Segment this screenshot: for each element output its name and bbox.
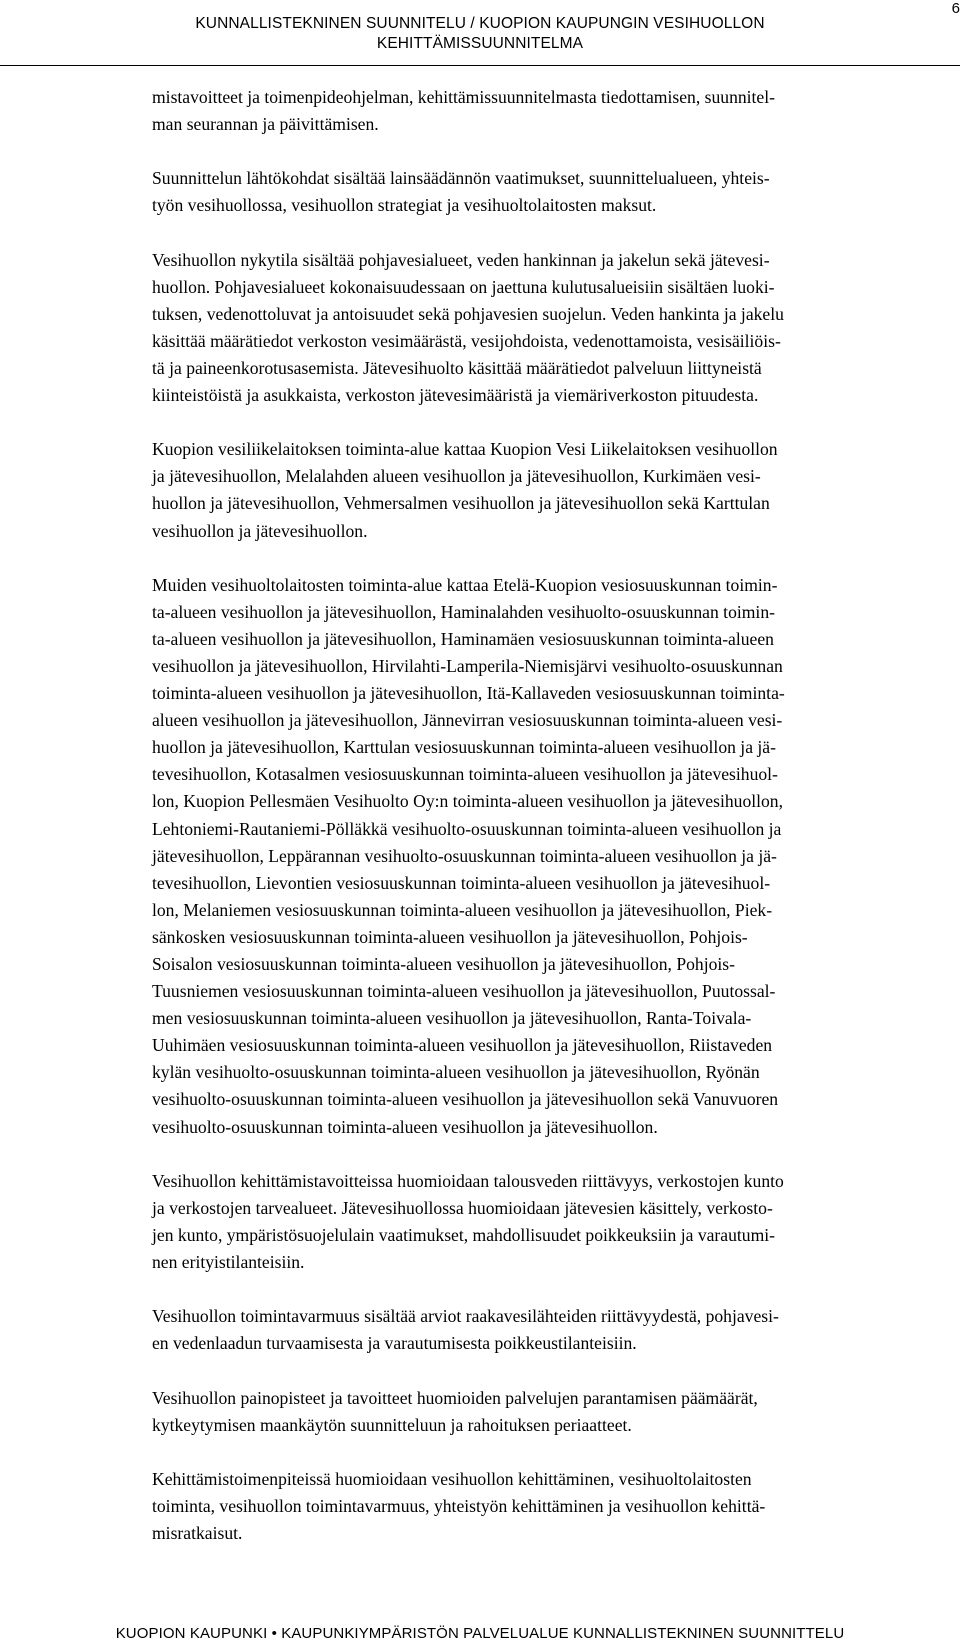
text-line: kylän vesihuolto-osuuskunnan toiminta-alueen vesihuollon ja jätevesihuollon, Ryönän [152, 1062, 760, 1083]
paragraph [152, 84, 950, 138]
text-line: ta-alueen vesihuollon ja jätevesihuollon, Haminamäen vesiosuuskunnan toiminta-alueen [152, 628, 774, 649]
paragraph [152, 1303, 950, 1357]
text-line: tuksen, vedenottoluvat ja antoisuudet sekä pohjavesien suojelun. Veden hankinta ja jakelu [152, 303, 784, 324]
text-line: Muiden vesihuoltolaitosten toiminta-alue kattaa Etelä-Kuopion vesiosuuskunnan toimin- [152, 574, 778, 595]
text-line: ja jätevesihuollon, Melalahden alueen vesihuollon ja jätevesihuollon, Kurkimäen vesi- [152, 466, 761, 487]
paragraph [152, 1466, 950, 1547]
text-line: Uuhimäen vesiosuuskunnan toiminta-alueen vesihuollon ja jätevesihuollon, Riistaveden [152, 1035, 773, 1056]
text-line: man seurannan ja päivittämisen. [152, 114, 379, 135]
paragraph [152, 165, 950, 219]
text-line: alueen vesihuollon ja jätevesihuollon, Jännevirran vesiosuuskunnan toiminta-alueen vesi- [152, 710, 783, 731]
paragraph [152, 247, 950, 410]
text-line: huollon ja jätevesihuollon, Karttulan vesiosuuskunnan toiminta-alueen vesihuollon ja jä- [152, 737, 776, 758]
text-line: toiminta, vesihuollon toimintavarmuus, yhteistyön kehittäminen ja vesihuollon kehittä- [152, 1495, 766, 1516]
paragraph [152, 572, 950, 1141]
text-line: Vesihuollon toimintavarmuus sisältää arviot raakavesilähteiden riittävyydestä, pohjavesi- [152, 1306, 779, 1327]
text-line: vesihuollon ja jätevesihuollon. [152, 520, 368, 541]
text-line: vesihuollon ja jätevesihuollon, Hirvilahti-Lamperila-Niemisjärvi vesihuolto-osuuskunnan [152, 655, 783, 676]
text-line: nen erityistilanteisiin. [152, 1252, 305, 1273]
text-line: Kehittämistoimenpiteissä huomioidaan vesihuollon kehittäminen, vesihuoltolaitosten [152, 1468, 752, 1489]
text-line: tä ja paineenkorotusasemista. Jätevesihuolto käsittää määrätiedot palveluun liittyneistä [152, 357, 762, 378]
text-line: mistavoitteet ja toimenpideohjelman, kehittämissuunnitelmasta tiedottamisen, suunnitel- [152, 87, 775, 107]
text-line: tevesihuollon, Kotasalmen vesiosuuskunnan toiminta-alueen vesihuollon ja jätevesihuol- [152, 764, 778, 785]
text-line: Vesihuollon nykytila sisältää pohjavesialueet, veden hankinnan ja jakelun sekä jätevesi- [152, 249, 770, 270]
text-line: käsittää määrätiedot verkoston vesimäärästä, vesijohdoista, vedenottamoista, vesisäiliöis- [152, 330, 781, 351]
text-line: Vesihuollon painopisteet ja tavoitteet huomioiden palvelujen parantamisen päämäärät, [152, 1387, 758, 1408]
text-line: en vedenlaadun turvaamisesta ja varautumisesta poikkeustilanteisiin. [152, 1333, 637, 1354]
text-line: työn vesihuollossa, vesihuollon strategiat ja vesihuoltolaitosten maksut. [152, 195, 657, 216]
text-line: Suunnittelun lähtökohdat sisältää lainsäädännön vaatimukset, suunnittelualueen, yhteis- [152, 168, 770, 189]
text-line: ja verkostojen tarvealueet. Jätevesihuollossa huomioidaan jätevesien käsittely, verkosto- [152, 1197, 773, 1218]
text-line: Tuusniemen vesiosuuskunnan toiminta-alueen vesihuollon ja jätevesihuollon, Puutossal- [152, 981, 776, 1002]
text-line: jen kunto, ympäristösuojelulain vaatimukset, mahdollisuudet poikkeuksiin ja varautumi- [152, 1224, 776, 1245]
text-line: jätevesihuollon, Leppärannan vesihuolto-osuuskunnan toiminta-alueen vesihuollon ja jä- [152, 845, 777, 866]
text-line: kytkeytymisen maankäytön suunnitteluun ja rahoituksen periaatteet. [152, 1414, 632, 1435]
header-title-line-1: KUNNALLISTEKNINEN SUUNNITELU / KUOPION KAUPUNGIN VESIHUOLLON [195, 15, 765, 32]
text-line: vesihuolto-osuuskunnan toiminta-alueen vesihuollon ja jätevesihuollon sekä Vanuvuoren [152, 1089, 779, 1110]
text-line: Soisalon vesiosuuskunnan toiminta-alueen vesihuollon ja jätevesihuollon, Pohjois- [152, 954, 735, 974]
text-line: vesihuolto-osuuskunnan toiminta-alueen vesihuollon ja jätevesihuollon. [152, 1116, 658, 1137]
page-number: 6 [951, 0, 960, 17]
paragraph [152, 436, 950, 544]
paragraph [152, 1385, 950, 1439]
text-line: huollon. Pohjavesialueet kokonaisuudessaan on jaettuna kulutusalueisiin sisältäen luoki- [152, 276, 775, 297]
header-title-line-2: KEHITTÄMISSUUNNITELMA [376, 35, 584, 52]
text-line: Vesihuollon kehittämistavoitteissa huomioidaan talousveden riittävyys, verkostojen kunto [152, 1170, 784, 1191]
text-line: toiminta-alueen vesihuollon ja jätevesihuollon, Itä-Kallaveden vesiosuuskunnan toiminta- [152, 683, 785, 704]
text-line: sänkosken vesiosuuskunnan toiminta-alueen vesihuollon ja jätevesihuollon, Pohjois- [152, 926, 748, 947]
text-line: ta-alueen vesihuollon ja jätevesihuollon, Haminalahden vesihuolto-osuuskunnan toimin- [152, 601, 775, 622]
paragraph [152, 1168, 950, 1276]
text-line: lon, Kuopion Pellesmäen Vesihuolto Oy:n toiminta-alueen vesihuollon ja jätevesihuollon, [152, 791, 784, 812]
text-line: lon, Melaniemen vesiosuuskunnan toiminta-alueen vesihuollon ja jätevesihuollon, Piek- [152, 899, 773, 920]
text-line: tevesihuollon, Lievontien vesiosuuskunnan toiminta-alueen vesihuollon ja jätevesihuol- [152, 872, 771, 893]
page-footer: KUOPION KAUPUNKI • KAUPUNKIYMPÄRISTÖN PALVELUALUE KUNNALLISTEKNINEN SUUNNITTELU [115, 1625, 845, 1642]
text-line: misratkaisut. [152, 1522, 243, 1543]
text-line: kiinteistöistä ja asukkaista, verkoston jätevesimääristä ja viemäriverkoston pituudesta. [152, 385, 759, 406]
text-line: Kuopion vesiliikelaitoksen toiminta-alue kattaa Kuopion Vesi Liikelaitoksen vesihuollon [152, 439, 778, 460]
text-line: Lehtoniemi-Rautaniemi-Pölläkkä vesihuolto-osuuskunnan toiminta-alueen vesihuollon ja [152, 818, 782, 839]
text-line: huollon ja jätevesihuollon, Vehmersalmen vesihuollon ja jätevesihuollon sekä Karttulan [152, 493, 770, 514]
document-body [152, 84, 950, 1574]
header-rule [0, 65, 960, 66]
text-line: men vesiosuuskunnan toiminta-alueen vesihuollon ja jätevesihuollon, Ranta-Toivala- [152, 1008, 752, 1029]
page-header [0, 14, 960, 54]
